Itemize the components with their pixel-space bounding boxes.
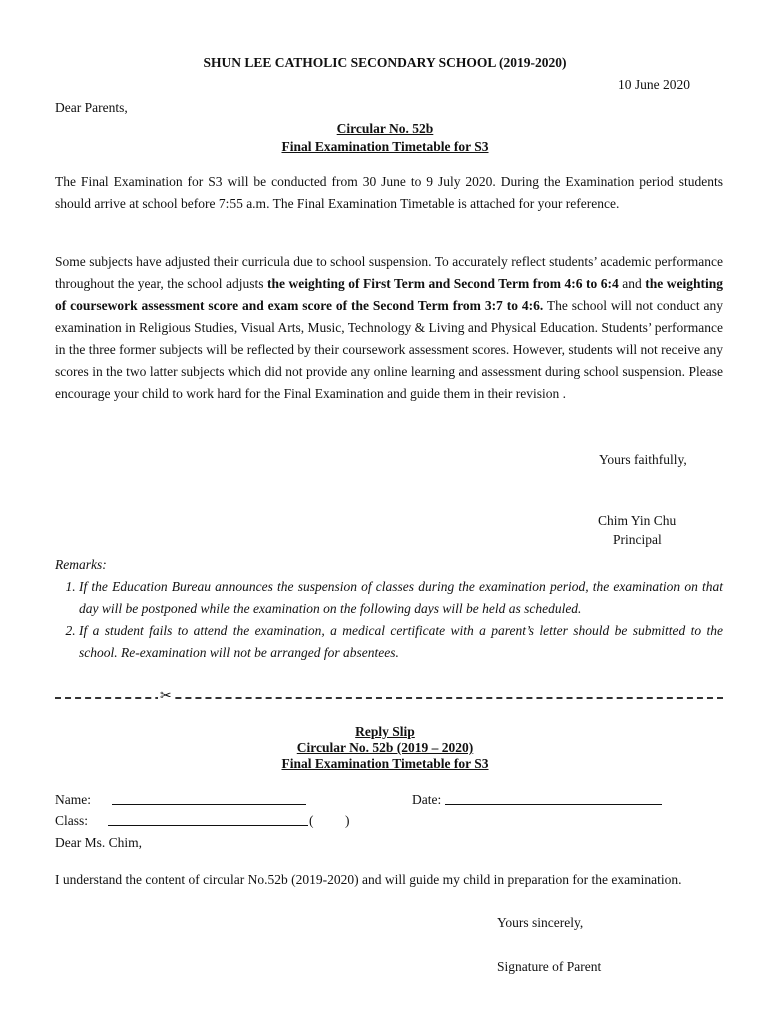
name-label: Name:	[55, 792, 91, 807]
principal-name: Chim Yin Chu	[598, 513, 677, 528]
cut-line	[55, 697, 723, 699]
text-segment: and	[618, 276, 646, 291]
reply-slip-title: Reply Slip	[355, 724, 415, 739]
body-paragraph-2	[55, 251, 723, 405]
date-field[interactable]	[445, 792, 662, 805]
reply-statement	[55, 869, 723, 891]
body-paragraph-1	[55, 171, 723, 215]
reply-circular-subject: Final Examination Timetable for S3	[281, 756, 489, 771]
class-number-paren-close: )	[345, 813, 350, 828]
parent-signature-label: Signature of Parent	[497, 959, 602, 974]
school-title: SHUN LEE CATHOLIC SECONDARY SCHOOL (2019-2020)	[203, 55, 567, 70]
class-label: Class:	[55, 813, 89, 828]
circular-subject: Final Examination Timetable for S3	[281, 139, 489, 154]
reply-circular-number: Circular No. 52b (2019 – 2020)	[296, 740, 474, 755]
bold-weighting-terms: the weighting of First Term and Second Term from 4:6 to 6:4	[267, 276, 619, 291]
paragraph-text	[55, 251, 723, 405]
remarks-section	[55, 554, 723, 664]
remark-item: 2. If a student fails to attend the examination, a medical certificate with a parent’s letter should be submitted to the school. Re-examination will not be arranged for absentees.	[79, 620, 723, 664]
date-label: Date:	[412, 792, 442, 807]
class-number-paren-open: (	[309, 813, 314, 828]
bold-weighting-coursework: the weighting of coursework assessment score and exam score of the Second Term from 3:7 to 4:6.	[55, 276, 723, 313]
closing-sincerely: Yours sincerely,	[497, 915, 584, 930]
letter-date: 10 June 2020	[618, 77, 690, 92]
closing-faithfully: Yours faithfully,	[599, 452, 687, 467]
remarks-label: Remarks:	[55, 557, 107, 572]
circular-number: Circular No. 52b	[336, 121, 434, 136]
principal-role: Principal	[613, 532, 662, 547]
text-segment: Some subjects have adjusted their curricula due to school suspension. To accurately reflect students’ academic performance throughout the year, the school adjusts	[55, 254, 723, 291]
paragraph-text: The Final Examination for S3 will be conducted from 30 June to 9 July 2020. During the Examination period students should arrive at school before 7:55 a.m. The Final Examination Timetable is attached for your reference.	[55, 174, 723, 211]
remark-item: 1. If the Education Bureau announces the suspension of classes during the examination period, the examination on that day will be postponed while the examination on the following days will be held as scheduled.	[79, 576, 723, 620]
class-field[interactable]	[108, 813, 308, 826]
scissors-icon: ✂	[160, 689, 172, 704]
text-segment: The school will not conduct any examination in Religious Studies, Visual Arts, Music, Technology & Living and Physical Education. Students’ performance in the three former subjects will be reflected by their coursework assessment scores. However, students will not receive any scores in the two latter subjects which did not provide any online learning and assessment during school suspension. Please encourage your child to work hard for the Final Examination and guide them in their revision .	[55, 298, 723, 401]
reply-greeting: Dear Ms. Chim,	[55, 835, 142, 850]
name-field[interactable]	[112, 792, 306, 805]
salutation: Dear Parents,	[55, 100, 128, 115]
paragraph-text: I understand the content of circular No.52b (2019-2020) and will guide my child in preparation for the examination.	[55, 872, 682, 887]
